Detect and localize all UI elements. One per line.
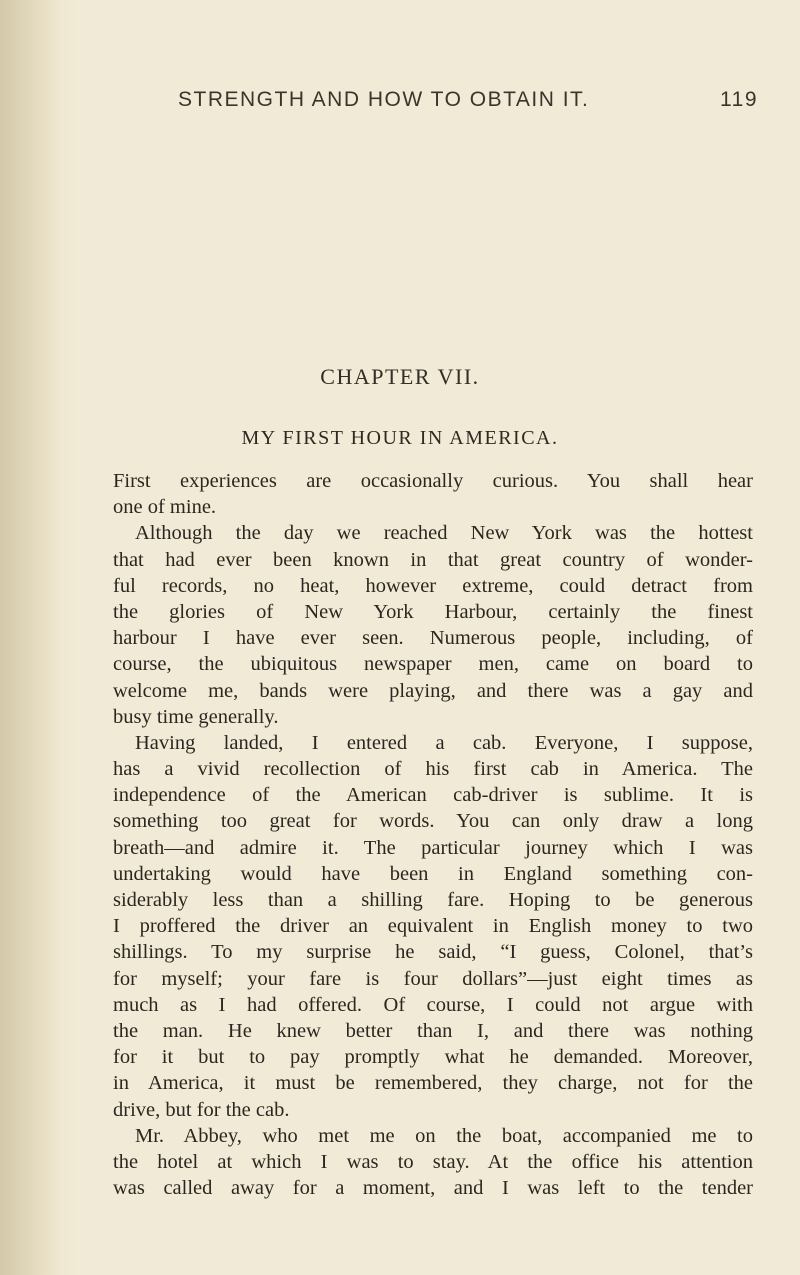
text-line: was called away for a moment, and I was left to the tender bbox=[113, 1177, 753, 1200]
text-line: siderably less than a shilling fare. Hoping to be generous bbox=[113, 889, 753, 911]
text-line: Mr. Abbey, who met me on the boat, accompanied me to bbox=[135, 1124, 753, 1147]
text-line: one of mine. bbox=[113, 496, 217, 519]
text-line: much as I had offered. Of course, I could not argue with bbox=[113, 993, 753, 1016]
running-head-title: STRENGTH AND HOW TO OBTAIN IT. bbox=[178, 88, 590, 111]
text-line: for myself; your fare is four dollars”—just eight times as bbox=[113, 967, 753, 990]
text-line: in America, it must be remembered, they charge, not for the bbox=[113, 1072, 753, 1095]
text-line: something too great for words. You can only draw a long bbox=[113, 810, 753, 833]
chapter-heading: CHAPTER VII. bbox=[320, 364, 480, 389]
text-line: Although the day we reached New York was the hottest bbox=[135, 522, 753, 545]
text-line: course, the ubiquitous newspaper men, came on board to bbox=[113, 653, 753, 676]
text-line: has a vivid recollection of his first cab in America. The bbox=[113, 758, 753, 781]
text-line: harbour I have ever seen. Numerous people, including, of bbox=[113, 627, 753, 650]
text-line: busy time generally. bbox=[113, 705, 279, 728]
chapter-title: MY FIRST HOUR IN AMERICA. bbox=[241, 427, 559, 449]
text-line: that had ever been known in that great country of wonder- bbox=[113, 548, 753, 571]
text-line: First experiences are occasionally curious. You shall hear bbox=[113, 470, 753, 492]
text-line: I proffered the driver an equivalent in English money to two bbox=[113, 915, 753, 938]
body-text bbox=[113, 468, 753, 1201]
text-line: shillings. To my surprise he said, “I guess, Colonel, that’s bbox=[113, 941, 753, 964]
text-line: for it but to pay promptly what he demanded. Moreover, bbox=[113, 1046, 753, 1069]
running-head bbox=[178, 88, 758, 118]
text-line: drive, but for the cab. bbox=[113, 1098, 290, 1121]
text-line: the hotel at which I was to stay. At the office his attention bbox=[113, 1150, 753, 1173]
text-line: welcome me, bands were playing, and there was a gay and bbox=[113, 679, 753, 702]
text-line: ful records, no heat, however extreme, could detract from bbox=[113, 574, 753, 597]
text-line: undertaking would have been in England something con- bbox=[113, 862, 753, 885]
text-line: independence of the American cab-driver is sublime. It is bbox=[113, 784, 753, 807]
page-gutter-shadow bbox=[0, 0, 60, 1275]
text-line: the man. He knew better than I, and there was nothing bbox=[113, 1019, 753, 1042]
text-line: the glories of New York Harbour, certainly the finest bbox=[113, 600, 753, 623]
text-line: Having landed, I entered a cab. Everyone, I suppose, bbox=[135, 731, 753, 754]
page-number: 119 bbox=[720, 88, 758, 111]
text-line: breath—and admire it. The particular journey which I was bbox=[113, 836, 753, 859]
